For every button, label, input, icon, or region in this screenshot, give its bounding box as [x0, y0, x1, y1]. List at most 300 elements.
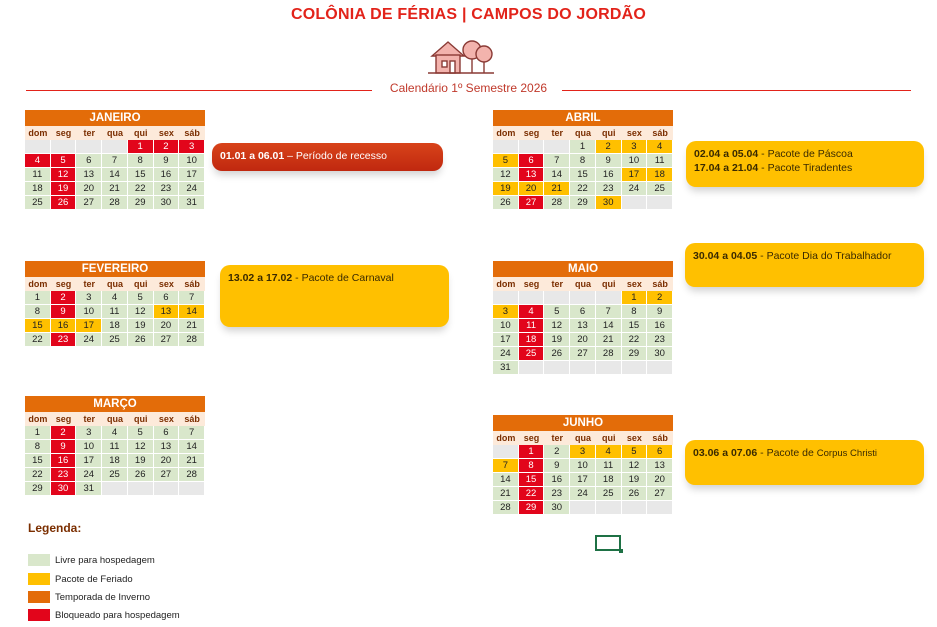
- week-row: [493, 347, 673, 361]
- day-cell: 19: [622, 473, 648, 487]
- day-cell: 23: [647, 333, 673, 347]
- day-cell: 9: [154, 154, 180, 168]
- note-abril2-dates: 17.04 a 21.04: [694, 162, 759, 174]
- weekday-label: seg: [519, 277, 545, 291]
- note-janeiro-dates: 01.01 a 06.01: [220, 150, 285, 162]
- note-fevereiro-text: - Pacote de Carnaval: [292, 272, 394, 284]
- day-cell: 28: [179, 333, 205, 347]
- week-row: [493, 140, 673, 154]
- empty-cell: [519, 361, 545, 375]
- weekday-label: qua: [570, 431, 596, 445]
- note-maio-text: - Pacote Dia do Trabalhador: [757, 250, 892, 262]
- day-cell: 31: [493, 361, 519, 375]
- day-cell: 30: [154, 196, 180, 210]
- empty-cell: [179, 482, 205, 496]
- weekday-row: [25, 277, 205, 291]
- week-row: [25, 182, 205, 196]
- empty-cell: [544, 140, 570, 154]
- day-cell: 23: [154, 182, 180, 196]
- weekday-label: qui: [128, 412, 154, 426]
- weekday-label: sáb: [647, 277, 673, 291]
- week-row: [493, 459, 673, 473]
- day-cell: 20: [647, 473, 673, 487]
- legend-item-inverno: [28, 591, 150, 603]
- empty-cell: [622, 501, 648, 515]
- note-abril: [686, 141, 924, 187]
- empty-cell: [493, 140, 519, 154]
- day-cell: 19: [128, 319, 154, 333]
- day-cell: 11: [596, 459, 622, 473]
- day-cell: 23: [544, 487, 570, 501]
- day-cell: 4: [647, 140, 673, 154]
- month-calendar-junho: [493, 415, 673, 515]
- day-cell: 11: [25, 168, 51, 182]
- day-cell: 2: [544, 445, 570, 459]
- day-cell: 29: [25, 482, 51, 496]
- day-cell: 24: [570, 487, 596, 501]
- weekday-label: ter: [544, 431, 570, 445]
- day-cell: 30: [647, 347, 673, 361]
- weekday-label: sáb: [179, 412, 205, 426]
- month-header: FEVEREIRO: [25, 261, 205, 277]
- day-cell: 16: [154, 168, 180, 182]
- weekday-label: qua: [102, 412, 128, 426]
- day-cell: 10: [570, 459, 596, 473]
- day-cell: 10: [622, 154, 648, 168]
- day-cell: 26: [622, 487, 648, 501]
- legend-label: Bloqueado para hospedagem: [55, 609, 180, 621]
- day-cell: 8: [25, 440, 51, 454]
- day-cell: 22: [570, 182, 596, 196]
- day-cell: 6: [76, 154, 102, 168]
- day-cell: 5: [128, 291, 154, 305]
- day-cell: 3: [76, 426, 102, 440]
- empty-cell: [570, 361, 596, 375]
- day-cell: 27: [154, 468, 180, 482]
- weekday-label: ter: [76, 412, 102, 426]
- day-cell: 17: [179, 168, 205, 182]
- day-cell: 13: [154, 305, 180, 319]
- day-cell: 28: [596, 347, 622, 361]
- weekday-label: qua: [102, 126, 128, 140]
- day-cell: 15: [519, 473, 545, 487]
- day-cell: 13: [154, 440, 180, 454]
- empty-cell: [493, 291, 519, 305]
- day-cell: 7: [493, 459, 519, 473]
- day-cell: 31: [179, 196, 205, 210]
- day-cell: 4: [596, 445, 622, 459]
- day-cell: 1: [25, 291, 51, 305]
- day-cell: 4: [102, 291, 128, 305]
- month-header: JANEIRO: [25, 110, 205, 126]
- day-cell: 18: [102, 319, 128, 333]
- day-cell: 3: [493, 305, 519, 319]
- weekday-row: [493, 126, 673, 140]
- day-cell: 22: [25, 333, 51, 347]
- empty-cell: [544, 291, 570, 305]
- week-row: [25, 305, 205, 319]
- day-cell: 9: [596, 154, 622, 168]
- day-cell: 29: [519, 501, 545, 515]
- day-cell: 10: [76, 440, 102, 454]
- day-cell: 7: [179, 426, 205, 440]
- weekday-label: ter: [76, 126, 102, 140]
- legend-item-feriado: [28, 573, 133, 585]
- day-cell: 1: [570, 140, 596, 154]
- day-cell: 4: [519, 305, 545, 319]
- day-cell: 9: [51, 440, 77, 454]
- legend-label: Livre para hospedagem: [55, 554, 155, 566]
- day-cell: 12: [493, 168, 519, 182]
- day-cell: 13: [76, 168, 102, 182]
- weekday-label: ter: [76, 277, 102, 291]
- day-cell: 7: [102, 154, 128, 168]
- empty-cell: [493, 445, 519, 459]
- empty-cell: [570, 291, 596, 305]
- day-cell: 22: [622, 333, 648, 347]
- weekday-label: seg: [51, 412, 77, 426]
- empty-cell: [51, 140, 77, 154]
- day-cell: 28: [544, 196, 570, 210]
- weekday-label: qui: [596, 277, 622, 291]
- day-cell: 21: [493, 487, 519, 501]
- legend-swatch: [28, 573, 50, 585]
- day-cell: 1: [25, 426, 51, 440]
- empty-cell: [154, 482, 180, 496]
- day-cell: 11: [102, 305, 128, 319]
- day-cell: 21: [544, 182, 570, 196]
- day-cell: 22: [25, 468, 51, 482]
- empty-cell: [647, 196, 673, 210]
- day-cell: 19: [493, 182, 519, 196]
- day-cell: 25: [647, 182, 673, 196]
- day-cell: 6: [570, 305, 596, 319]
- day-cell: 6: [154, 291, 180, 305]
- day-cell: 16: [596, 168, 622, 182]
- day-cell: 15: [570, 168, 596, 182]
- weekday-label: ter: [544, 126, 570, 140]
- weekday-label: dom: [493, 431, 519, 445]
- weekday-label: dom: [25, 277, 51, 291]
- note-fevereiro: [220, 265, 449, 327]
- day-cell: 10: [76, 305, 102, 319]
- day-cell: 26: [544, 347, 570, 361]
- empty-cell: [519, 140, 545, 154]
- legend-item-bloqueado: [28, 609, 180, 621]
- house-trees-icon: [426, 34, 496, 78]
- day-cell: 21: [102, 182, 128, 196]
- day-cell: 24: [493, 347, 519, 361]
- day-cell: 14: [596, 319, 622, 333]
- day-cell: 30: [544, 501, 570, 515]
- weekday-label: dom: [493, 126, 519, 140]
- empty-cell: [647, 361, 673, 375]
- weekday-label: seg: [51, 126, 77, 140]
- day-cell: 8: [25, 305, 51, 319]
- week-row: [493, 487, 673, 501]
- week-row: [25, 168, 205, 182]
- week-row: [493, 168, 673, 182]
- day-cell: 14: [179, 305, 205, 319]
- day-cell: 14: [102, 168, 128, 182]
- note-abril1-dates: 02.04 a 05.04: [694, 148, 759, 160]
- page-title: COLÔNIA DE FÉRIAS | CAMPOS DO JORDÃO: [290, 6, 647, 23]
- month-calendar-fevereiro: [25, 261, 205, 347]
- day-cell: 20: [154, 454, 180, 468]
- day-cell: 12: [622, 459, 648, 473]
- week-row: [493, 501, 673, 515]
- note-fevereiro-dates: 13.02 a 17.02: [228, 272, 293, 284]
- day-cell: 25: [519, 347, 545, 361]
- day-cell: 12: [51, 168, 77, 182]
- day-cell: 15: [622, 319, 648, 333]
- week-row: [25, 454, 205, 468]
- day-cell: 26: [128, 468, 154, 482]
- empty-cell: [102, 140, 128, 154]
- day-cell: 3: [179, 140, 205, 154]
- legend-label: Temporada de Inverno: [55, 591, 151, 603]
- weekday-label: sex: [154, 412, 180, 426]
- day-cell: 17: [76, 319, 102, 333]
- legend-swatch: [28, 609, 50, 621]
- weekday-label: qui: [596, 431, 622, 445]
- day-cell: 29: [128, 196, 154, 210]
- weekday-label: qua: [102, 277, 128, 291]
- day-cell: 15: [128, 168, 154, 182]
- week-row: [493, 196, 673, 210]
- day-cell: 22: [128, 182, 154, 196]
- day-cell: 31: [76, 482, 102, 496]
- day-cell: 28: [493, 501, 519, 515]
- day-cell: 29: [622, 347, 648, 361]
- month-header: MAIO: [493, 261, 673, 277]
- day-cell: 3: [570, 445, 596, 459]
- weekday-label: sex: [154, 277, 180, 291]
- week-row: [25, 440, 205, 454]
- day-cell: 12: [128, 305, 154, 319]
- day-cell: 3: [622, 140, 648, 154]
- week-row: [493, 445, 673, 459]
- day-cell: 21: [179, 454, 205, 468]
- empty-cell: [622, 196, 648, 210]
- week-row: [493, 291, 673, 305]
- weekday-label: sex: [622, 431, 648, 445]
- calendar-subtitle: Calendário 1º Semestre 2026: [386, 81, 551, 95]
- day-cell: 16: [51, 454, 77, 468]
- month-calendar-abril: [493, 110, 673, 210]
- legend-swatch: [28, 591, 50, 603]
- empty-cell: [596, 291, 622, 305]
- month-header: MARÇO: [25, 396, 205, 412]
- weekday-label: seg: [519, 126, 545, 140]
- day-cell: 1: [128, 140, 154, 154]
- day-cell: 13: [519, 168, 545, 182]
- day-cell: 23: [596, 182, 622, 196]
- empty-cell: [596, 361, 622, 375]
- day-cell: 18: [102, 454, 128, 468]
- weekday-label: sáb: [647, 431, 673, 445]
- day-cell: 5: [128, 426, 154, 440]
- day-cell: 14: [493, 473, 519, 487]
- day-cell: 2: [51, 426, 77, 440]
- weekday-label: sáb: [179, 126, 205, 140]
- day-cell: 19: [544, 333, 570, 347]
- note-junho-dates: 03.06 a 07.06: [693, 447, 758, 459]
- day-cell: 27: [519, 196, 545, 210]
- day-cell: 30: [51, 482, 77, 496]
- week-row: [25, 468, 205, 482]
- note-junho-extra: Corpus Christi: [816, 448, 877, 459]
- empty-cell: [596, 501, 622, 515]
- weekday-label: sex: [622, 277, 648, 291]
- day-cell: 24: [76, 333, 102, 347]
- month-calendar-maio: [493, 261, 673, 375]
- week-row: [493, 333, 673, 347]
- day-cell: 24: [76, 468, 102, 482]
- day-cell: 10: [179, 154, 205, 168]
- day-cell: 17: [76, 454, 102, 468]
- weekday-row: [493, 431, 673, 445]
- day-cell: 5: [51, 154, 77, 168]
- day-cell: 1: [519, 445, 545, 459]
- weekday-row: [493, 277, 673, 291]
- note-junho-text: - Pacote de: [757, 447, 817, 459]
- day-cell: 22: [519, 487, 545, 501]
- empty-cell: [128, 482, 154, 496]
- selected-cell[interactable]: [595, 535, 621, 551]
- week-row: [25, 140, 205, 154]
- day-cell: 25: [25, 196, 51, 210]
- day-cell: 18: [596, 473, 622, 487]
- day-cell: 9: [647, 305, 673, 319]
- day-cell: 24: [622, 182, 648, 196]
- day-cell: 30: [596, 196, 622, 210]
- weekday-label: seg: [51, 277, 77, 291]
- weekday-label: sáb: [647, 126, 673, 140]
- day-cell: 1: [622, 291, 648, 305]
- day-cell: 16: [647, 319, 673, 333]
- day-cell: 8: [519, 459, 545, 473]
- week-row: [25, 196, 205, 210]
- day-cell: 12: [128, 440, 154, 454]
- weekday-label: qui: [596, 126, 622, 140]
- note-maio: [685, 243, 924, 287]
- day-cell: 15: [25, 319, 51, 333]
- empty-cell: [76, 140, 102, 154]
- day-cell: 25: [102, 468, 128, 482]
- day-cell: 16: [51, 319, 77, 333]
- weekday-label: qua: [570, 277, 596, 291]
- day-cell: 6: [154, 426, 180, 440]
- day-cell: 26: [493, 196, 519, 210]
- day-cell: 8: [128, 154, 154, 168]
- day-cell: 27: [76, 196, 102, 210]
- week-row: [493, 182, 673, 196]
- weekday-label: sex: [154, 126, 180, 140]
- day-cell: 5: [622, 445, 648, 459]
- day-cell: 11: [647, 154, 673, 168]
- empty-cell: [570, 501, 596, 515]
- empty-cell: [102, 482, 128, 496]
- day-cell: 20: [519, 182, 545, 196]
- week-row: [25, 319, 205, 333]
- day-cell: 20: [570, 333, 596, 347]
- day-cell: 17: [622, 168, 648, 182]
- weekday-label: qui: [128, 277, 154, 291]
- day-cell: 21: [179, 319, 205, 333]
- week-row: [25, 154, 205, 168]
- day-cell: 10: [493, 319, 519, 333]
- week-row: [493, 305, 673, 319]
- day-cell: 25: [102, 333, 128, 347]
- day-cell: 27: [570, 347, 596, 361]
- day-cell: 8: [622, 305, 648, 319]
- day-cell: 14: [544, 168, 570, 182]
- day-cell: 7: [179, 291, 205, 305]
- day-cell: 20: [154, 319, 180, 333]
- day-cell: 2: [647, 291, 673, 305]
- weekday-label: sáb: [179, 277, 205, 291]
- weekday-label: dom: [493, 277, 519, 291]
- legend-swatch: [28, 554, 50, 566]
- day-cell: 12: [544, 319, 570, 333]
- empty-cell: [622, 361, 648, 375]
- weekday-label: dom: [25, 412, 51, 426]
- day-cell: 3: [76, 291, 102, 305]
- month-calendar-marco: [25, 396, 205, 496]
- day-cell: 26: [128, 333, 154, 347]
- weekday-label: ter: [544, 277, 570, 291]
- day-cell: 28: [102, 196, 128, 210]
- day-cell: 19: [51, 182, 77, 196]
- note-janeiro: [212, 143, 443, 171]
- legend-label: Pacote de Feriado: [55, 573, 133, 585]
- month-header: JUNHO: [493, 415, 673, 431]
- day-cell: 27: [647, 487, 673, 501]
- day-cell: 18: [647, 168, 673, 182]
- week-row: [493, 319, 673, 333]
- empty-cell: [519, 291, 545, 305]
- day-cell: 25: [596, 487, 622, 501]
- weekday-label: sex: [622, 126, 648, 140]
- day-cell: 5: [544, 305, 570, 319]
- day-cell: 8: [570, 154, 596, 168]
- day-cell: 13: [647, 459, 673, 473]
- weekday-row: [25, 412, 205, 426]
- day-cell: 13: [570, 319, 596, 333]
- empty-cell: [647, 501, 673, 515]
- day-cell: 18: [519, 333, 545, 347]
- day-cell: 7: [596, 305, 622, 319]
- day-cell: 2: [154, 140, 180, 154]
- week-row: [25, 291, 205, 305]
- legend-item-livre: [28, 554, 155, 566]
- day-cell: 11: [102, 440, 128, 454]
- day-cell: 2: [51, 291, 77, 305]
- day-cell: 23: [51, 468, 77, 482]
- note-janeiro-text: – Período de recesso: [284, 150, 387, 162]
- week-row: [493, 361, 673, 375]
- day-cell: 24: [179, 182, 205, 196]
- month-header: ABRIL: [493, 110, 673, 126]
- day-cell: 14: [179, 440, 205, 454]
- day-cell: 9: [51, 305, 77, 319]
- day-cell: 27: [154, 333, 180, 347]
- day-cell: 23: [51, 333, 77, 347]
- legend-title: Legenda:: [28, 521, 82, 535]
- day-cell: 28: [179, 468, 205, 482]
- day-cell: 17: [570, 473, 596, 487]
